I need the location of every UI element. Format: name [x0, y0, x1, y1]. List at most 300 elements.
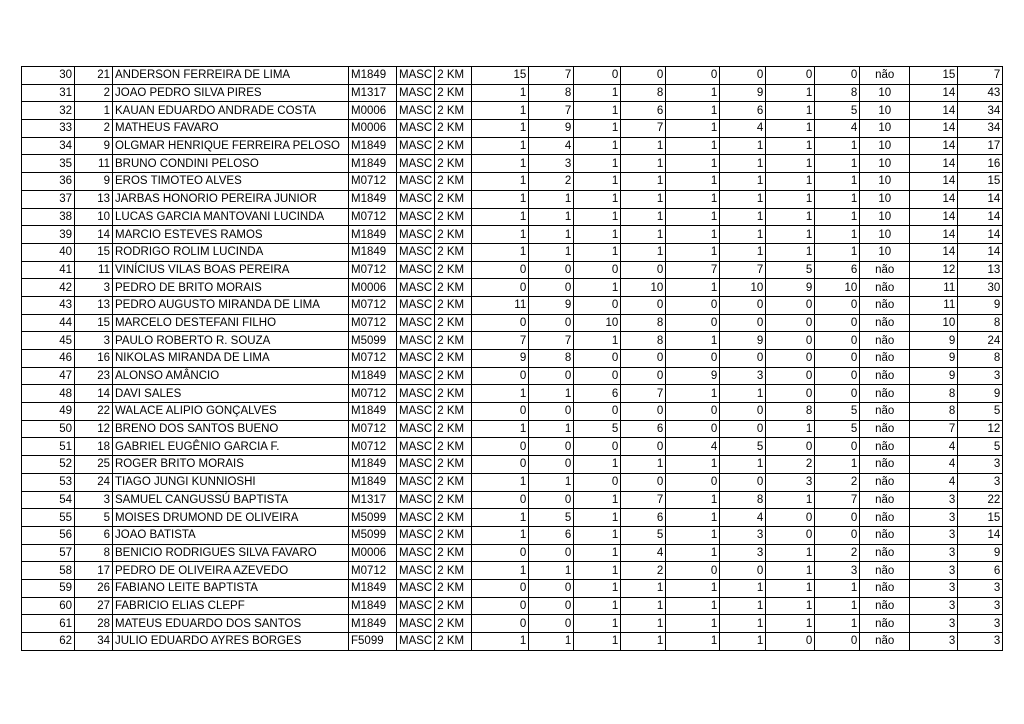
cell-bib: 15 — [75, 314, 113, 332]
cell-stage1-a: 0 — [472, 615, 529, 633]
table-row — [22, 208, 1003, 226]
table-row — [22, 350, 1003, 368]
cell-stage2-b: 4 — [621, 544, 666, 562]
cell-position: 54 — [22, 491, 75, 509]
cell-stage3-b: 0 — [720, 420, 766, 438]
cell-stage4-a: 0 — [766, 509, 815, 527]
table-row — [22, 137, 1003, 155]
cell-stage3-a: 1 — [666, 526, 720, 544]
table-row — [22, 438, 1003, 456]
cell-stage3-b: 1 — [720, 615, 766, 633]
cell-stage4-b: 3 — [815, 562, 860, 580]
cell-stage2-a: 1 — [574, 544, 621, 562]
table-row — [22, 261, 1003, 279]
cell-stage1-a: 1 — [472, 190, 529, 208]
cell-stage3-a: 1 — [666, 615, 720, 633]
cell-flag: não — [860, 491, 910, 509]
cell-flag: 10 — [860, 137, 910, 155]
cell-stage4-b: 1 — [815, 137, 860, 155]
table-row — [22, 296, 1003, 314]
cell-stage1-a: 0 — [472, 314, 529, 332]
cell-stage4-b: 5 — [815, 102, 860, 120]
cell-total: 3 — [910, 526, 958, 544]
cell-stage2-a: 1 — [574, 332, 621, 350]
cell-distance: 2 KM — [435, 526, 472, 544]
table-row — [22, 314, 1003, 332]
cell-bib: 25 — [75, 456, 113, 474]
cell-athlete-name: JOAO PEDRO SILVA PIRES — [113, 84, 349, 102]
cell-stage3-b: 1 — [720, 633, 766, 651]
cell-total: 3 — [910, 509, 958, 527]
cell-stage2-b: 8 — [621, 314, 666, 332]
cell-stage2-a: 0 — [574, 403, 621, 421]
cell-bib: 6 — [75, 526, 113, 544]
cell-stage4-a: 0 — [766, 633, 815, 651]
cell-category: M0712 — [349, 385, 397, 403]
cell-flag: não — [860, 473, 910, 491]
cell-total: 9 — [910, 350, 958, 368]
cell-score: 15 — [958, 173, 1003, 191]
cell-distance: 2 KM — [435, 562, 472, 580]
cell-stage2-a: 6 — [574, 385, 621, 403]
cell-stage4-b: 0 — [815, 67, 860, 85]
cell-score: 3 — [958, 367, 1003, 385]
table-row — [22, 562, 1003, 580]
cell-stage1-b: 4 — [529, 137, 574, 155]
cell-category: M5099 — [349, 332, 397, 350]
cell-position: 39 — [22, 226, 75, 244]
cell-bib: 15 — [75, 243, 113, 261]
cell-distance: 2 KM — [435, 509, 472, 527]
cell-stage3-a: 1 — [666, 243, 720, 261]
cell-flag: não — [860, 438, 910, 456]
cell-score: 3 — [958, 456, 1003, 474]
table-row — [22, 544, 1003, 562]
cell-stage3-b: 1 — [720, 597, 766, 615]
cell-stage1-b: 1 — [529, 208, 574, 226]
cell-stage1-a: 0 — [472, 261, 529, 279]
cell-flag: não — [860, 67, 910, 85]
cell-athlete-name: NIKOLAS MIRANDA DE LIMA — [113, 350, 349, 368]
cell-bib: 12 — [75, 420, 113, 438]
cell-stage4-a: 1 — [766, 579, 815, 597]
cell-stage2-b: 1 — [621, 208, 666, 226]
cell-athlete-name: JOAO BATISTA — [113, 526, 349, 544]
cell-athlete-name: PEDRO DE OLIVEIRA AZEVEDO — [113, 562, 349, 580]
cell-distance: 2 KM — [435, 296, 472, 314]
cell-stage3-b: 3 — [720, 367, 766, 385]
cell-stage1-b: 9 — [529, 120, 574, 138]
cell-stage1-a: 1 — [472, 243, 529, 261]
cell-distance: 2 KM — [435, 208, 472, 226]
cell-stage2-a: 1 — [574, 579, 621, 597]
cell-category: M0006 — [349, 279, 397, 297]
cell-stage4-a: 0 — [766, 67, 815, 85]
cell-category: M1317 — [349, 84, 397, 102]
cell-category: F5099 — [349, 633, 397, 651]
cell-stage4-a: 1 — [766, 243, 815, 261]
cell-stage4-b: 0 — [815, 509, 860, 527]
cell-stage1-a: 0 — [472, 491, 529, 509]
cell-distance: 2 KM — [435, 385, 472, 403]
cell-flag: não — [860, 509, 910, 527]
cell-stage3-b: 3 — [720, 526, 766, 544]
cell-stage1-b: 8 — [529, 350, 574, 368]
cell-flag: 10 — [860, 173, 910, 191]
cell-position: 55 — [22, 509, 75, 527]
cell-position: 57 — [22, 544, 75, 562]
cell-position: 48 — [22, 385, 75, 403]
cell-score: 5 — [958, 403, 1003, 421]
cell-total: 14 — [910, 243, 958, 261]
cell-stage1-a: 1 — [472, 120, 529, 138]
cell-gender: MASC — [397, 491, 435, 509]
cell-athlete-name: MOISES DRUMOND DE OLIVEIRA — [113, 509, 349, 527]
table-row — [22, 597, 1003, 615]
cell-stage2-a: 1 — [574, 120, 621, 138]
table-row — [22, 226, 1003, 244]
cell-position: 36 — [22, 173, 75, 191]
table-row — [22, 332, 1003, 350]
cell-stage2-b: 6 — [621, 102, 666, 120]
cell-stage1-b: 0 — [529, 544, 574, 562]
cell-flag: não — [860, 544, 910, 562]
cell-stage2-a: 1 — [574, 279, 621, 297]
cell-score: 16 — [958, 155, 1003, 173]
cell-stage1-b: 0 — [529, 597, 574, 615]
cell-total: 14 — [910, 137, 958, 155]
cell-stage1-b: 7 — [529, 102, 574, 120]
cell-stage1-a: 1 — [472, 562, 529, 580]
cell-gender: MASC — [397, 350, 435, 368]
table-row — [22, 456, 1003, 474]
cell-athlete-name: MARCIO ESTEVES RAMOS — [113, 226, 349, 244]
cell-distance: 2 KM — [435, 226, 472, 244]
cell-bib: 21 — [75, 67, 113, 85]
cell-stage4-b: 0 — [815, 314, 860, 332]
cell-athlete-name: ROGER BRITO MORAIS — [113, 456, 349, 474]
cell-bib: 9 — [75, 173, 113, 191]
cell-position: 49 — [22, 403, 75, 421]
cell-stage1-b: 0 — [529, 261, 574, 279]
cell-stage4-b: 0 — [815, 633, 860, 651]
cell-stage2-a: 1 — [574, 208, 621, 226]
cell-stage1-b: 0 — [529, 314, 574, 332]
cell-score: 43 — [958, 84, 1003, 102]
cell-stage1-b: 1 — [529, 420, 574, 438]
cell-position: 61 — [22, 615, 75, 633]
cell-stage2-a: 1 — [574, 615, 621, 633]
cell-score: 22 — [958, 491, 1003, 509]
cell-athlete-name: EROS TIMOTEO ALVES — [113, 173, 349, 191]
cell-stage1-a: 0 — [472, 456, 529, 474]
cell-stage2-b: 5 — [621, 526, 666, 544]
cell-gender: MASC — [397, 332, 435, 350]
cell-athlete-name: MATEUS EDUARDO DOS SANTOS — [113, 615, 349, 633]
cell-stage4-b: 0 — [815, 385, 860, 403]
cell-stage4-a: 0 — [766, 350, 815, 368]
cell-athlete-name: BRENO DOS SANTOS BUENO — [113, 420, 349, 438]
cell-stage3-b: 8 — [720, 491, 766, 509]
cell-gender: MASC — [397, 137, 435, 155]
cell-stage1-a: 0 — [472, 367, 529, 385]
cell-flag: não — [860, 314, 910, 332]
cell-distance: 2 KM — [435, 102, 472, 120]
cell-stage1-a: 1 — [472, 420, 529, 438]
cell-gender: MASC — [397, 526, 435, 544]
cell-stage4-a: 1 — [766, 420, 815, 438]
cell-distance: 2 KM — [435, 403, 472, 421]
cell-position: 31 — [22, 84, 75, 102]
cell-bib: 5 — [75, 509, 113, 527]
cell-bib: 11 — [75, 155, 113, 173]
cell-stage1-b: 1 — [529, 243, 574, 261]
cell-stage4-a: 1 — [766, 190, 815, 208]
cell-stage3-b: 6 — [720, 102, 766, 120]
cell-stage4-a: 0 — [766, 438, 815, 456]
cell-stage2-b: 0 — [621, 350, 666, 368]
cell-stage1-a: 1 — [472, 473, 529, 491]
cell-bib: 10 — [75, 208, 113, 226]
cell-stage1-b: 1 — [529, 385, 574, 403]
cell-category: M5099 — [349, 526, 397, 544]
cell-stage1-a: 0 — [472, 579, 529, 597]
cell-stage2-b: 0 — [621, 261, 666, 279]
cell-category: M0006 — [349, 102, 397, 120]
cell-stage3-a: 1 — [666, 120, 720, 138]
cell-score: 3 — [958, 473, 1003, 491]
cell-position: 40 — [22, 243, 75, 261]
cell-distance: 2 KM — [435, 491, 472, 509]
cell-stage2-a: 10 — [574, 314, 621, 332]
cell-stage2-b: 0 — [621, 67, 666, 85]
cell-athlete-name: PEDRO AUGUSTO MIRANDA DE LIMA — [113, 296, 349, 314]
cell-stage1-a: 0 — [472, 597, 529, 615]
cell-stage2-b: 1 — [621, 456, 666, 474]
cell-stage3-a: 0 — [666, 296, 720, 314]
cell-stage4-a: 1 — [766, 173, 815, 191]
cell-position: 34 — [22, 137, 75, 155]
cell-total: 4 — [910, 438, 958, 456]
cell-position: 41 — [22, 261, 75, 279]
cell-gender: MASC — [397, 615, 435, 633]
cell-stage1-b: 0 — [529, 491, 574, 509]
cell-stage4-a: 1 — [766, 102, 815, 120]
cell-flag: não — [860, 562, 910, 580]
cell-flag: não — [860, 279, 910, 297]
cell-athlete-name: FABRICIO ELIAS CLEPF — [113, 597, 349, 615]
cell-stage2-a: 1 — [574, 597, 621, 615]
cell-bib: 34 — [75, 633, 113, 651]
cell-stage3-b: 1 — [720, 137, 766, 155]
cell-athlete-name: DAVI SALES — [113, 385, 349, 403]
cell-position: 50 — [22, 420, 75, 438]
cell-stage3-b: 7 — [720, 261, 766, 279]
cell-stage1-b: 5 — [529, 509, 574, 527]
cell-flag: não — [860, 597, 910, 615]
cell-distance: 2 KM — [435, 420, 472, 438]
cell-athlete-name: GABRIEL EUGÊNIO GARCIA F. — [113, 438, 349, 456]
table-row — [22, 420, 1003, 438]
cell-position: 38 — [22, 208, 75, 226]
cell-athlete-name: WALACE ALIPIO GONÇALVES — [113, 403, 349, 421]
cell-score: 6 — [958, 562, 1003, 580]
cell-distance: 2 KM — [435, 438, 472, 456]
cell-stage4-b: 0 — [815, 350, 860, 368]
cell-score: 3 — [958, 615, 1003, 633]
cell-stage1-b: 7 — [529, 67, 574, 85]
cell-position: 46 — [22, 350, 75, 368]
table-row — [22, 473, 1003, 491]
cell-flag: 10 — [860, 155, 910, 173]
cell-stage2-a: 1 — [574, 84, 621, 102]
cell-stage3-b: 0 — [720, 562, 766, 580]
cell-total: 10 — [910, 314, 958, 332]
cell-stage2-b: 0 — [621, 438, 666, 456]
table-row — [22, 173, 1003, 191]
cell-stage3-b: 3 — [720, 544, 766, 562]
cell-stage3-a: 9 — [666, 367, 720, 385]
cell-stage4-a: 1 — [766, 562, 815, 580]
cell-stage2-a: 0 — [574, 350, 621, 368]
cell-bib: 2 — [75, 84, 113, 102]
cell-total: 3 — [910, 491, 958, 509]
cell-category: M1849 — [349, 190, 397, 208]
cell-position: 37 — [22, 190, 75, 208]
cell-category: M0712 — [349, 296, 397, 314]
cell-stage3-b: 0 — [720, 314, 766, 332]
cell-gender: MASC — [397, 473, 435, 491]
cell-athlete-name: PAULO ROBERTO R. SOUZA — [113, 332, 349, 350]
cell-stage1-a: 0 — [472, 544, 529, 562]
cell-gender: MASC — [397, 314, 435, 332]
cell-athlete-name: MATHEUS FAVARO — [113, 120, 349, 138]
cell-stage3-b: 4 — [720, 509, 766, 527]
cell-stage1-b: 0 — [529, 403, 574, 421]
cell-stage3-a: 1 — [666, 385, 720, 403]
cell-flag: não — [860, 350, 910, 368]
cell-stage2-a: 0 — [574, 67, 621, 85]
cell-stage3-a: 1 — [666, 509, 720, 527]
cell-stage2-b: 7 — [621, 385, 666, 403]
cell-gender: MASC — [397, 243, 435, 261]
cell-total: 4 — [910, 456, 958, 474]
cell-total: 11 — [910, 296, 958, 314]
cell-stage3-a: 0 — [666, 562, 720, 580]
cell-score: 14 — [958, 190, 1003, 208]
cell-total: 3 — [910, 597, 958, 615]
cell-position: 47 — [22, 367, 75, 385]
cell-flag: não — [860, 403, 910, 421]
cell-athlete-name: OLGMAR HENRIQUE FERREIRA PELOSO — [113, 137, 349, 155]
cell-score: 14 — [958, 226, 1003, 244]
cell-total: 14 — [910, 208, 958, 226]
cell-distance: 2 KM — [435, 84, 472, 102]
cell-distance: 2 KM — [435, 597, 472, 615]
cell-stage4-a: 9 — [766, 279, 815, 297]
cell-distance: 2 KM — [435, 544, 472, 562]
cell-stage2-b: 8 — [621, 84, 666, 102]
cell-total: 4 — [910, 473, 958, 491]
cell-stage4-b: 0 — [815, 367, 860, 385]
cell-distance: 2 KM — [435, 120, 472, 138]
cell-stage2-b: 0 — [621, 473, 666, 491]
cell-gender: MASC — [397, 633, 435, 651]
cell-stage4-b: 4 — [815, 120, 860, 138]
cell-stage4-a: 0 — [766, 296, 815, 314]
cell-stage1-b: 9 — [529, 296, 574, 314]
cell-stage1-b: 0 — [529, 579, 574, 597]
cell-stage2-b: 0 — [621, 367, 666, 385]
cell-flag: não — [860, 332, 910, 350]
cell-stage2-b: 0 — [621, 403, 666, 421]
table-row — [22, 509, 1003, 527]
cell-athlete-name: PEDRO DE BRITO MORAIS — [113, 279, 349, 297]
cell-stage2-a: 1 — [574, 509, 621, 527]
cell-stage4-b: 1 — [815, 243, 860, 261]
cell-stage1-a: 1 — [472, 155, 529, 173]
cell-stage3-a: 1 — [666, 155, 720, 173]
cell-stage1-a: 1 — [472, 102, 529, 120]
cell-gender: MASC — [397, 597, 435, 615]
cell-flag: 10 — [860, 84, 910, 102]
cell-flag: não — [860, 385, 910, 403]
cell-distance: 2 KM — [435, 633, 472, 651]
cell-total: 3 — [910, 562, 958, 580]
cell-stage3-b: 0 — [720, 350, 766, 368]
cell-flag: 10 — [860, 120, 910, 138]
cell-stage4-b: 5 — [815, 420, 860, 438]
cell-stage1-a: 1 — [472, 509, 529, 527]
cell-stage1-a: 1 — [472, 226, 529, 244]
cell-stage3-b: 1 — [720, 385, 766, 403]
cell-score: 14 — [958, 208, 1003, 226]
cell-gender: MASC — [397, 403, 435, 421]
table-row — [22, 84, 1003, 102]
cell-athlete-name: SAMUEL CANGUSSÚ BAPTISTA — [113, 491, 349, 509]
cell-category: M0712 — [349, 562, 397, 580]
cell-stage3-b: 0 — [720, 296, 766, 314]
cell-position: 45 — [22, 332, 75, 350]
cell-position: 60 — [22, 597, 75, 615]
cell-stage3-b: 1 — [720, 456, 766, 474]
cell-bib: 18 — [75, 438, 113, 456]
cell-stage4-b: 7 — [815, 491, 860, 509]
cell-stage1-a: 1 — [472, 173, 529, 191]
cell-gender: MASC — [397, 296, 435, 314]
cell-stage1-a: 7 — [472, 332, 529, 350]
cell-stage1-b: 7 — [529, 332, 574, 350]
cell-stage4-b: 1 — [815, 615, 860, 633]
cell-score: 15 — [958, 509, 1003, 527]
cell-score: 9 — [958, 385, 1003, 403]
cell-stage1-b: 0 — [529, 279, 574, 297]
cell-stage4-a: 1 — [766, 208, 815, 226]
cell-stage3-a: 1 — [666, 279, 720, 297]
cell-position: 42 — [22, 279, 75, 297]
cell-stage4-a: 1 — [766, 226, 815, 244]
cell-stage4-a: 1 — [766, 615, 815, 633]
cell-flag: 10 — [860, 226, 910, 244]
cell-bib: 14 — [75, 226, 113, 244]
cell-stage2-b: 1 — [621, 633, 666, 651]
cell-flag: não — [860, 579, 910, 597]
cell-total: 7 — [910, 420, 958, 438]
cell-category: M0712 — [349, 261, 397, 279]
cell-stage4-b: 0 — [815, 438, 860, 456]
cell-stage2-a: 1 — [574, 491, 621, 509]
cell-stage4-b: 8 — [815, 84, 860, 102]
